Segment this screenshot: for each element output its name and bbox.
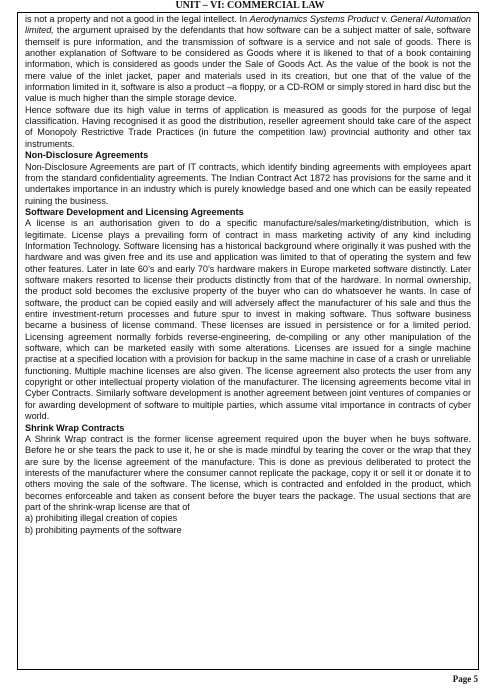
case-name: General Automation limited,: [25, 14, 471, 36]
paragraph-text: v.: [378, 14, 391, 24]
content-frame: [17, 12, 479, 670]
paragraph-shrink-wrap: A Shrink Wrap contract is the former license agreement required upon the buyer when he buys software. Before he or she tears the pack to use it, he or she is made mindful by tearing the cover or the wrap that they are sure by the license agreement of the manufacture. This is done as previous deliberated to protect the interests of the manufacturer where the consumer cannot replicate the package, copy it or sell it or donate it to others moving the sale of the software. The license, which is contracted and enfolded in the product, which becomes enforceable and taken as consent before the buyer tears the package. The usual sections that are part of the shrink-wrap license are that of: [25, 433, 471, 512]
page-header: UNIT – VI: COMMERCIAL LAW: [175, 0, 325, 11]
case-name: Aerodynamics Systems Product: [249, 14, 379, 24]
paragraph-text: is not a property and not a good in the legal intellect. In: [25, 14, 250, 24]
paragraph-software-licensing: A license is an authorisation given to do a specific manufacture/sales/marketing/distribution, which is legitimate. License plays a prevailing form of contract in mass marketing activity of any kind including Information Technology. Software licensing has a historical background where originally it was pushed with the hardware and was given free and its use and application was limited to that of operating the system and few other features. Later in late 60’s and early 70’s hardware makers in Europe marketed software distinctly. Later software makers resorted to license their products distinctly from that of the hardware. In normal ownership, the product sold becomes the exclusive property of the buyer who can do whatsoever he wants. In case of software, the product can be copied easily and will adversely affect the manufacturer of his sale and thus the entire investment-return processes and future spur to invest in making software. Thus software business became a business of license command. These licenses are issued in persistence or for a limited period. Licensing agreement normally forbids reverse-engineering, de-compiling or any other manipulation of the software, which can be marketed easily with some alterations. Licenses are issued for a single machine practise at a specified location with a provision for backup in the same machine in case of a crash or unreliable functioning. Multiple machine licenses are also given. The license agreement also protects the user from any copyright or other intellectual property violation of the manufacturer. The licensing agreements become vital in Cyber Contracts. Similarly software development is another agreement between joint ventures of companies or for awarding development of software to multiple parties, which assume vital importance in contracts of cyber world.: [25, 218, 471, 422]
heading-shrink-wrap: Shrink Wrap Contracts: [25, 422, 125, 433]
heading-software-licensing: Software Development and Licensing Agreements: [25, 206, 244, 217]
paragraph-legal-classification: Hence software due its high value in terms of application is measured as goods for the purpose of legal classification. Having recognised it as good the distribution, reseller agreement should take care of the aspect of Monopoly Restrictive Trade Practices (in future the competition law) provincial authority and other tax instruments.: [25, 104, 471, 149]
paragraph-text: the argument upraised by the defendants that how software can be a subject matter of sale, software themself is pure information, and the transmission of software is a service and not sale of goods. There is another explanation of Software to be considered as Goods where it is likened to that of a book containing information, which is considered as goods under the Sale of Goods Act. As the value of the book is not the mere value of the inlet jacket, paper and materials used in its creation, but one that of the value of the information limited in it, software is also a product –a floppy, or a CD-ROM or simply stored in hard disc but the value is much higher than the simple storage device.: [25, 25, 471, 104]
list-item: b) prohibiting payments of the software: [25, 524, 182, 535]
paragraph-software-as-goods: [25, 14, 471, 105]
heading-non-disclosure: Non-Disclosure Agreements: [25, 150, 149, 161]
paragraph-non-disclosure: Non-Disclosure Agreements are part of IT contracts, which identify binding agreements with employees apart from the standard confidentiality agreements. The Indian Contract Act 1872 has provisions for the same and it undertakes importance in an industry which is purely knowledge based and one which can be easily repeated ruining the business.: [25, 161, 471, 206]
page-number: Page 5: [452, 674, 478, 684]
list-item: a) prohibiting illegal creation of copies: [25, 513, 178, 524]
